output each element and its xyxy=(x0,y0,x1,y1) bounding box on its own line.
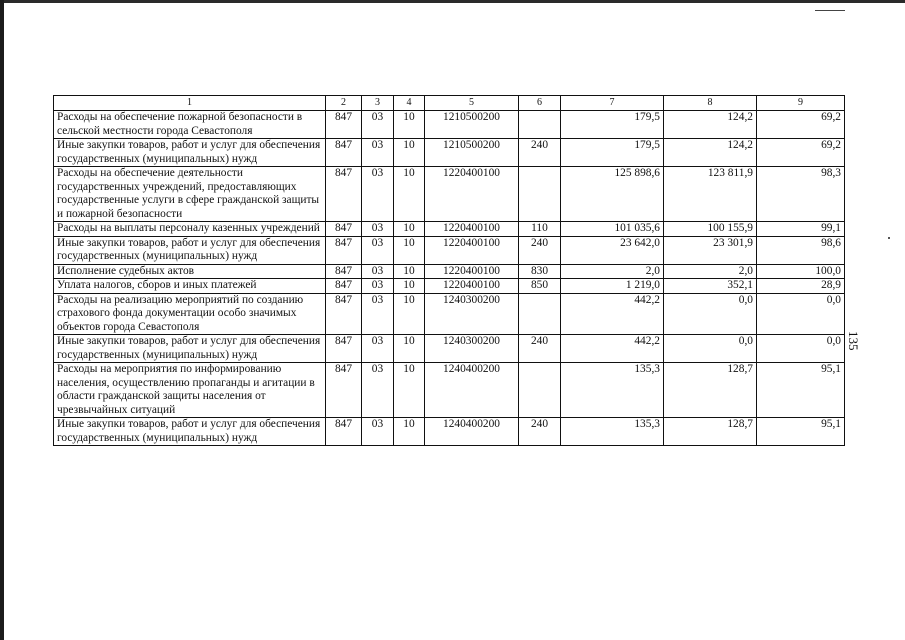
target-article-code: 1220400100 xyxy=(425,167,519,222)
column-header: 4 xyxy=(394,96,425,111)
table-row xyxy=(54,335,845,363)
actual-amount: 124,2 xyxy=(664,111,757,139)
target-article-code: 1240400200 xyxy=(425,418,519,446)
section-code: 03 xyxy=(362,335,394,363)
table-row xyxy=(54,111,845,139)
expense-type-code xyxy=(519,293,561,335)
scan-edge-left xyxy=(0,0,4,640)
subsection-code: 10 xyxy=(394,418,425,446)
execution-percent: 0,0 xyxy=(757,335,845,363)
section-code: 03 xyxy=(362,418,394,446)
planned-amount: 125 898,6 xyxy=(561,167,664,222)
actual-amount: 100 155,9 xyxy=(664,222,757,237)
target-article-code: 1220400100 xyxy=(425,236,519,264)
target-article-code: 1220400100 xyxy=(425,222,519,237)
expense-type-code: 240 xyxy=(519,335,561,363)
subsection-code: 10 xyxy=(394,222,425,237)
execution-percent: 28,9 xyxy=(757,279,845,294)
table-row xyxy=(54,222,845,237)
execution-percent: 99,1 xyxy=(757,222,845,237)
target-article-code: 1210500200 xyxy=(425,111,519,139)
subsection-code: 10 xyxy=(394,363,425,418)
subsection-code: 10 xyxy=(394,335,425,363)
expense-type-code: 240 xyxy=(519,139,561,167)
actual-amount: 124,2 xyxy=(664,139,757,167)
section-code: 03 xyxy=(362,222,394,237)
column-header: 5 xyxy=(425,96,519,111)
target-article-code: 1220400100 xyxy=(425,264,519,279)
table-row xyxy=(54,139,845,167)
table-row xyxy=(54,236,845,264)
planned-amount: 23 642,0 xyxy=(561,236,664,264)
expense-name: Расходы на мероприятия по информированию населения, осуществлению пропаганды и агитации в области гражданской защиты населения от чрезвычайных ситуаций xyxy=(54,363,326,418)
planned-amount: 179,5 xyxy=(561,139,664,167)
actual-amount: 128,7 xyxy=(664,363,757,418)
ved-code: 847 xyxy=(326,167,362,222)
expense-name: Уплата налогов, сборов и иных платежей xyxy=(54,279,326,294)
expense-name: Иные закупки товаров, работ и услуг для обеспечения государственных (муниципальных) нужд xyxy=(54,335,326,363)
expense-name: Расходы на выплаты персоналу казенных учреждений xyxy=(54,222,326,237)
page-number: 135 xyxy=(846,331,861,351)
expense-type-code: 830 xyxy=(519,264,561,279)
table-row xyxy=(54,279,845,294)
planned-amount: 2,0 xyxy=(561,264,664,279)
expense-name: Иные закупки товаров, работ и услуг для обеспечения государственных (муниципальных) нужд xyxy=(54,236,326,264)
expense-name: Исполнение судебных актов xyxy=(54,264,326,279)
column-header: 9 xyxy=(757,96,845,111)
subsection-code: 10 xyxy=(394,139,425,167)
table-row xyxy=(54,264,845,279)
actual-amount: 0,0 xyxy=(664,293,757,335)
ved-code: 847 xyxy=(326,236,362,264)
column-header: 3 xyxy=(362,96,394,111)
actual-amount: 128,7 xyxy=(664,418,757,446)
expense-type-code: 850 xyxy=(519,279,561,294)
corner-mark xyxy=(815,10,845,11)
expense-type-code: 240 xyxy=(519,418,561,446)
planned-amount: 1 219,0 xyxy=(561,279,664,294)
expense-type-code: 240 xyxy=(519,236,561,264)
execution-percent: 95,1 xyxy=(757,418,845,446)
column-header: 6 xyxy=(519,96,561,111)
ved-code: 847 xyxy=(326,363,362,418)
ved-code: 847 xyxy=(326,139,362,167)
column-header: 7 xyxy=(561,96,664,111)
ved-code: 847 xyxy=(326,293,362,335)
execution-percent: 0,0 xyxy=(757,293,845,335)
ved-code: 847 xyxy=(326,418,362,446)
actual-amount: 0,0 xyxy=(664,335,757,363)
section-code: 03 xyxy=(362,111,394,139)
expense-name: Иные закупки товаров, работ и услуг для обеспечения государственных (муниципальных) нужд xyxy=(54,418,326,446)
expense-name: Расходы на обеспечение пожарной безопасности в сельской местности города Севастополя xyxy=(54,111,326,139)
subsection-code: 10 xyxy=(394,279,425,294)
ved-code: 847 xyxy=(326,111,362,139)
table-row xyxy=(54,293,845,335)
execution-percent: 100,0 xyxy=(757,264,845,279)
table-row xyxy=(54,167,845,222)
subsection-code: 10 xyxy=(394,167,425,222)
planned-amount: 442,2 xyxy=(561,335,664,363)
section-code: 03 xyxy=(362,363,394,418)
subsection-code: 10 xyxy=(394,111,425,139)
planned-amount: 135,3 xyxy=(561,363,664,418)
section-code: 03 xyxy=(362,279,394,294)
ved-code: 847 xyxy=(326,279,362,294)
column-header: 2 xyxy=(326,96,362,111)
section-code: 03 xyxy=(362,293,394,335)
actual-amount: 123 811,9 xyxy=(664,167,757,222)
expense-name: Расходы на обеспечение деятельности государственных учреждений, предоставляющих государственные услуги в сфере гражданской защиты и пожарной безопасности xyxy=(54,167,326,222)
subsection-code: 10 xyxy=(394,236,425,264)
section-code: 03 xyxy=(362,139,394,167)
section-code: 03 xyxy=(362,236,394,264)
actual-amount: 23 301,9 xyxy=(664,236,757,264)
target-article-code: 1210500200 xyxy=(425,139,519,167)
planned-amount: 442,2 xyxy=(561,293,664,335)
target-article-code: 1240300200 xyxy=(425,293,519,335)
expense-type-code xyxy=(519,111,561,139)
expense-type-code xyxy=(519,167,561,222)
table-header-row xyxy=(54,96,845,111)
target-article-code: 1240400200 xyxy=(425,363,519,418)
expense-type-code xyxy=(519,363,561,418)
ved-code: 847 xyxy=(326,264,362,279)
planned-amount: 179,5 xyxy=(561,111,664,139)
execution-percent: 98,6 xyxy=(757,236,845,264)
ved-code: 847 xyxy=(326,335,362,363)
scan-dot xyxy=(888,237,890,239)
target-article-code: 1220400100 xyxy=(425,279,519,294)
subsection-code: 10 xyxy=(394,264,425,279)
section-code: 03 xyxy=(362,264,394,279)
expense-type-code: 110 xyxy=(519,222,561,237)
planned-amount: 101 035,6 xyxy=(561,222,664,237)
execution-percent: 69,2 xyxy=(757,111,845,139)
execution-percent: 98,3 xyxy=(757,167,845,222)
table-row xyxy=(54,363,845,418)
column-header: 1 xyxy=(54,96,326,111)
actual-amount: 352,1 xyxy=(664,279,757,294)
target-article-code: 1240300200 xyxy=(425,335,519,363)
table-row xyxy=(54,418,845,446)
budget-execution-table xyxy=(53,95,845,446)
scan-edge-top xyxy=(0,0,905,3)
ved-code: 847 xyxy=(326,222,362,237)
column-header: 8 xyxy=(664,96,757,111)
planned-amount: 135,3 xyxy=(561,418,664,446)
execution-percent: 69,2 xyxy=(757,139,845,167)
subsection-code: 10 xyxy=(394,293,425,335)
actual-amount: 2,0 xyxy=(664,264,757,279)
execution-percent: 95,1 xyxy=(757,363,845,418)
expense-name: Расходы на реализацию мероприятий по созданию страхового фонда документации особо значимых объектов города Севастополя xyxy=(54,293,326,335)
expense-name: Иные закупки товаров, работ и услуг для обеспечения государственных (муниципальных) нужд xyxy=(54,139,326,167)
section-code: 03 xyxy=(362,167,394,222)
